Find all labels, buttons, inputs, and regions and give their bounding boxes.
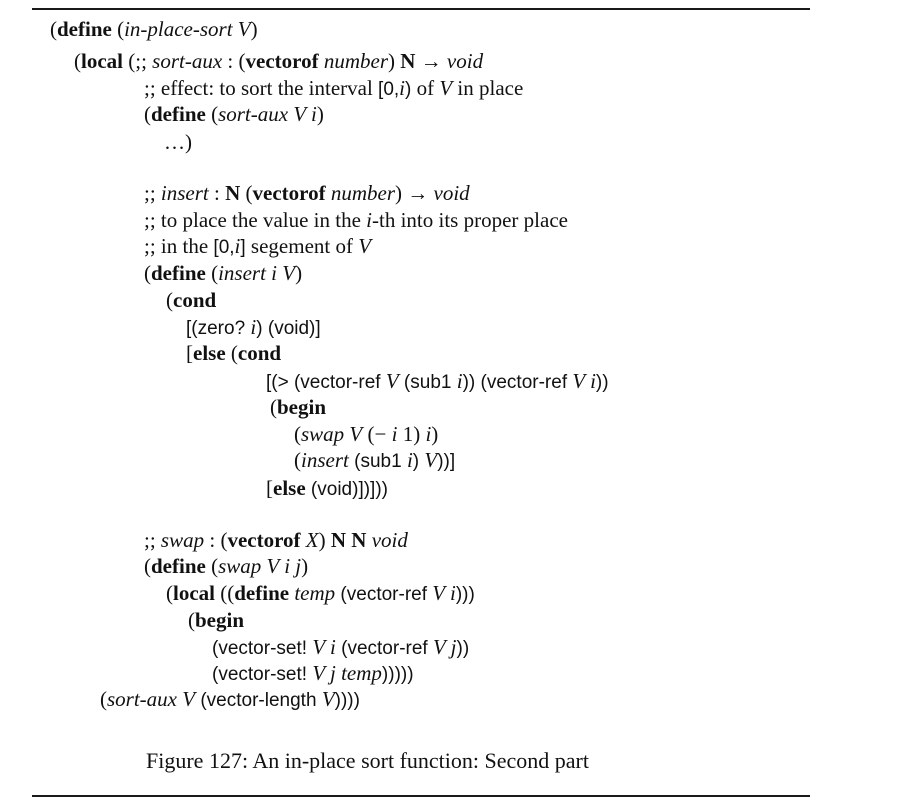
code-token: segement of bbox=[245, 234, 359, 258]
code-token: vectorof bbox=[245, 49, 319, 73]
code-token: (void)])])) bbox=[305, 479, 388, 500]
code-token: V bbox=[439, 76, 453, 100]
code-token: V j temp bbox=[312, 661, 382, 685]
code-token: sort-aux bbox=[152, 49, 223, 73]
code-token: ) bbox=[318, 528, 331, 552]
code-token: )) (vector-ref bbox=[462, 372, 573, 393]
code-token: number bbox=[323, 49, 388, 73]
code-token: ) bbox=[405, 79, 412, 100]
code-token: i bbox=[425, 422, 432, 446]
code-token: begin bbox=[277, 395, 327, 419]
code-line bbox=[144, 75, 523, 103]
code-token: ))) bbox=[455, 584, 475, 605]
code-token: swap V i j bbox=[218, 554, 302, 578]
code-token: V j bbox=[432, 635, 457, 659]
code-token: (vector-ref bbox=[335, 584, 433, 605]
code-line bbox=[144, 260, 302, 286]
code-token: 1) bbox=[397, 422, 426, 446]
code-token: )))) bbox=[334, 690, 360, 711]
code-token: ) bbox=[295, 261, 303, 285]
code-line bbox=[294, 447, 455, 475]
code-token: ( bbox=[270, 395, 277, 419]
code-token: ) bbox=[388, 49, 401, 73]
code-token: define bbox=[151, 102, 206, 126]
code-token: ( bbox=[188, 608, 195, 632]
code-token: (;; bbox=[123, 49, 153, 73]
code-token: ( bbox=[144, 261, 151, 285]
code-token: ( bbox=[100, 687, 107, 711]
code-token: -th into its proper place bbox=[372, 208, 568, 232]
code-token: ) bbox=[316, 102, 324, 126]
code-token: void bbox=[433, 181, 470, 205]
code-token: ;; effect: to sort the interval bbox=[144, 76, 379, 100]
code-line bbox=[144, 527, 408, 553]
code-token: ) → bbox=[395, 181, 434, 205]
code-token: insert bbox=[160, 181, 209, 205]
code-token: sort-aux V bbox=[107, 687, 196, 711]
code-token: ) bbox=[250, 17, 258, 41]
code-token: V bbox=[358, 234, 372, 258]
code-token: (vector-ref bbox=[335, 638, 433, 659]
code-token: local bbox=[81, 49, 123, 73]
code-token: [0, bbox=[378, 79, 400, 100]
code-token: i bbox=[456, 369, 463, 393]
code-line bbox=[144, 233, 371, 261]
code-token: ) bbox=[301, 554, 309, 578]
code-token: void bbox=[371, 528, 408, 552]
code-token: else bbox=[273, 476, 306, 500]
code-token: V i bbox=[312, 635, 336, 659]
code-token: ;; bbox=[144, 528, 161, 552]
code-token: ( bbox=[225, 341, 238, 365]
top-rule bbox=[32, 8, 810, 10]
code-token: (vector-set! bbox=[212, 638, 313, 659]
code-token: V bbox=[321, 687, 335, 711]
code-token: (vector-length bbox=[195, 690, 322, 711]
code-token: ( bbox=[111, 17, 125, 41]
code-token: [(zero? bbox=[186, 318, 251, 339]
code-line bbox=[186, 314, 321, 342]
code-token: sort-aux V i bbox=[218, 102, 317, 126]
code-token: ( bbox=[294, 448, 301, 472]
code-token: )) bbox=[456, 638, 470, 659]
code-token: …) bbox=[164, 130, 192, 154]
code-token: ( bbox=[205, 261, 219, 285]
code-token: (sub1 bbox=[398, 372, 457, 393]
code-token: ;; to place the value in the bbox=[144, 208, 367, 232]
code-token: cond bbox=[173, 288, 217, 312]
code-token: V i bbox=[432, 581, 456, 605]
code-token: temp bbox=[294, 581, 336, 605]
code-token: X bbox=[305, 528, 319, 552]
code-line bbox=[164, 129, 192, 155]
code-line bbox=[166, 287, 216, 313]
code-token: cond bbox=[237, 341, 282, 365]
code-token: define bbox=[234, 581, 290, 605]
code-token: begin bbox=[195, 608, 245, 632]
code-line bbox=[144, 553, 308, 579]
code-token: ;; bbox=[144, 181, 161, 205]
code-token: [ bbox=[266, 476, 273, 500]
code-line bbox=[144, 101, 324, 127]
code-token: i bbox=[399, 76, 406, 100]
code-token: ;; in the bbox=[144, 234, 214, 258]
code-token: )) bbox=[595, 372, 609, 393]
code-token: ( bbox=[50, 17, 57, 41]
code-token: insert bbox=[301, 448, 349, 472]
code-token: : ( bbox=[204, 528, 228, 552]
code-token: i bbox=[406, 448, 413, 472]
code-token: ( bbox=[74, 49, 81, 73]
code-token: vectorof bbox=[227, 528, 301, 552]
code-token: swap bbox=[160, 528, 205, 552]
code-line bbox=[166, 580, 475, 608]
code-token: swap V bbox=[301, 422, 363, 446]
code-token: insert i V bbox=[218, 261, 296, 285]
code-token: (− bbox=[362, 422, 392, 446]
code-line bbox=[144, 207, 568, 233]
code-token: [ bbox=[186, 341, 193, 365]
code-token: define bbox=[57, 17, 112, 41]
code-token: void bbox=[446, 49, 484, 73]
code-token: define bbox=[151, 554, 206, 578]
code-token: N bbox=[225, 181, 241, 205]
code-token: (( bbox=[215, 581, 235, 605]
code-line bbox=[100, 686, 360, 714]
code-token: i bbox=[250, 315, 257, 339]
code-line bbox=[270, 394, 326, 420]
code-token: i bbox=[391, 422, 398, 446]
code-line bbox=[294, 421, 438, 447]
code-token: in-place-sort V bbox=[124, 17, 251, 41]
code-token: V bbox=[385, 369, 399, 393]
code-token: ) (void)] bbox=[256, 318, 321, 339]
code-token: in place bbox=[452, 76, 524, 100]
code-token: : bbox=[208, 181, 226, 205]
bottom-rule bbox=[32, 795, 810, 797]
code-token: ) bbox=[431, 422, 439, 446]
code-token: vectorof bbox=[252, 181, 326, 205]
code-token: ( bbox=[144, 554, 151, 578]
code-line bbox=[186, 340, 281, 366]
code-token: ] bbox=[240, 237, 246, 258]
code-token: → bbox=[415, 49, 447, 73]
code-token: (sub1 bbox=[348, 451, 407, 472]
code-token: ) bbox=[412, 451, 425, 472]
code-line bbox=[50, 16, 258, 42]
code-token: ( bbox=[240, 181, 253, 205]
code-token: ( bbox=[294, 422, 301, 446]
code-token: V i bbox=[572, 369, 596, 393]
code-token: i bbox=[366, 208, 373, 232]
code-token: N N bbox=[330, 528, 367, 552]
code-line bbox=[212, 660, 414, 688]
code-token: number bbox=[330, 181, 396, 205]
code-token: [0, bbox=[213, 237, 235, 258]
code-line bbox=[188, 607, 244, 633]
code-token: i bbox=[234, 234, 241, 258]
code-token: (vector-set! bbox=[212, 664, 313, 685]
code-token: ( bbox=[166, 581, 173, 605]
code-token: N bbox=[400, 49, 416, 73]
code-line bbox=[266, 475, 388, 503]
code-token: ( bbox=[166, 288, 173, 312]
code-token: ( bbox=[205, 102, 219, 126]
code-token: : ( bbox=[222, 49, 246, 73]
code-token: ( bbox=[144, 102, 151, 126]
code-token: ( bbox=[205, 554, 219, 578]
code-token: [(> (vector-ref bbox=[266, 372, 386, 393]
code-token: else bbox=[193, 341, 226, 365]
code-line bbox=[266, 368, 609, 396]
figure-caption: Figure 127: An in-place sort function: Second part bbox=[146, 748, 589, 773]
code-token: V bbox=[424, 448, 438, 472]
code-token: define bbox=[151, 261, 206, 285]
code-token: ))))) bbox=[381, 664, 414, 685]
code-token: of bbox=[411, 76, 440, 100]
code-line bbox=[144, 180, 470, 206]
code-line bbox=[74, 48, 483, 74]
code-token: local bbox=[173, 581, 215, 605]
code-token: ))] bbox=[437, 451, 456, 472]
code-line bbox=[212, 634, 469, 662]
